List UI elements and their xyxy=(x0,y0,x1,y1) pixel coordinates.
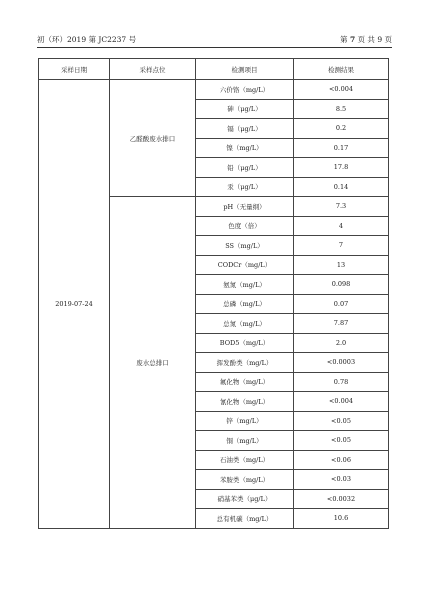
test-item-cell: 氟化物（mg/L） xyxy=(196,372,294,392)
test-result-cell: <0.0032 xyxy=(294,489,389,509)
test-item-cell: 镉（μg/L） xyxy=(196,119,294,139)
sampling-location-cell: 乙醛酸废水排口 xyxy=(110,80,196,197)
page-mid: 页 共 xyxy=(357,35,375,44)
test-item-cell: 挥发酚类（mg/L） xyxy=(196,353,294,373)
header-sampling-date: 采样日期 xyxy=(39,59,110,80)
test-item-cell: 总磷（mg/L） xyxy=(196,294,294,314)
test-result-cell: 0.098 xyxy=(294,275,389,295)
test-item-cell: 铅（μg/L） xyxy=(196,158,294,178)
test-item-cell: CODCr（mg/L） xyxy=(196,255,294,275)
test-result-cell: 10.6 xyxy=(294,509,389,529)
page-total: 9 xyxy=(377,35,383,44)
test-item-cell: 镍（mg/L） xyxy=(196,138,294,158)
test-result-cell: <0.06 xyxy=(294,450,389,470)
results-table xyxy=(38,58,389,529)
test-result-cell: <0.05 xyxy=(294,431,389,451)
header-test-item: 检测项目 xyxy=(196,59,294,80)
test-result-cell: 2.0 xyxy=(294,333,389,353)
test-result-cell: 17.8 xyxy=(294,158,389,178)
test-result-cell: 13 xyxy=(294,255,389,275)
sampling-date-cell: 2019-07-24 xyxy=(39,80,110,529)
test-item-cell: 氰化物（mg/L） xyxy=(196,392,294,412)
test-result-cell: 7.87 xyxy=(294,314,389,334)
test-item-cell: 铜（mg/L） xyxy=(196,431,294,451)
test-item-cell: pH（无量纲） xyxy=(196,197,294,217)
test-result-cell: 0.78 xyxy=(294,372,389,392)
test-item-cell: 氨氮（mg/L） xyxy=(196,275,294,295)
test-result-cell: 0.17 xyxy=(294,138,389,158)
page-current: 7 xyxy=(349,35,356,44)
page-suffix: 页 xyxy=(384,35,392,44)
test-result-cell: 0.14 xyxy=(294,177,389,197)
test-item-cell: 石油类（mg/L） xyxy=(196,450,294,470)
test-item-cell: 苯胺类（mg/L） xyxy=(196,470,294,490)
test-item-cell: 总有机碳（mg/L） xyxy=(196,509,294,529)
test-result-cell: <0.004 xyxy=(294,392,389,412)
test-item-cell: 锌（mg/L） xyxy=(196,411,294,431)
test-result-cell: <0.004 xyxy=(294,80,389,100)
test-item-cell: 总氮（mg/L） xyxy=(196,314,294,334)
test-item-cell: 砷（μg/L） xyxy=(196,99,294,119)
table-row xyxy=(39,80,389,100)
page-prefix: 第 xyxy=(340,35,348,44)
test-result-cell: 0.07 xyxy=(294,294,389,314)
test-result-cell: 8.5 xyxy=(294,99,389,119)
report-number: 初（环）2019 第 JC2237 号 xyxy=(37,35,137,44)
test-result-cell: 4 xyxy=(294,216,389,236)
test-item-cell: 六价铬（mg/L） xyxy=(196,80,294,100)
table-header-row xyxy=(39,59,389,80)
test-result-cell: 7.3 xyxy=(294,197,389,217)
test-result-cell: 0.2 xyxy=(294,119,389,139)
sampling-location-cell: 废水总排口 xyxy=(110,197,196,529)
test-item-cell: 硝基苯类（μg/L） xyxy=(196,489,294,509)
test-item-cell: 色度（倍） xyxy=(196,216,294,236)
test-result-cell: <0.0003 xyxy=(294,353,389,373)
page-header xyxy=(37,34,392,46)
test-result-cell: <0.05 xyxy=(294,411,389,431)
test-item-cell: SS（mg/L） xyxy=(196,236,294,256)
page-indicator xyxy=(340,34,392,46)
header-divider xyxy=(37,47,392,48)
test-result-cell: <0.03 xyxy=(294,470,389,490)
header-sampling-location: 采样点位 xyxy=(110,59,196,80)
table-body xyxy=(39,80,389,529)
header-test-result: 检测结果 xyxy=(294,59,389,80)
test-result-cell: 7 xyxy=(294,236,389,256)
test-item-cell: 汞（μg/L） xyxy=(196,177,294,197)
test-item-cell: BOD5（mg/L） xyxy=(196,333,294,353)
